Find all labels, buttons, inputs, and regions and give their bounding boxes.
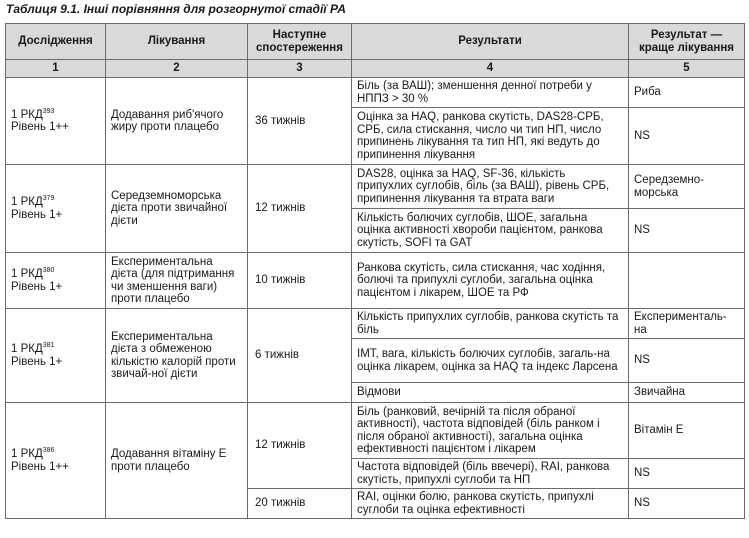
header-results: Результати <box>352 24 629 60</box>
treatment-cell: Експериментальна дієта з обмеженою кількістю калорій проти звичай-ної дієти <box>106 309 248 403</box>
table-row <box>6 403 745 459</box>
followup-cell: 6 тижнів <box>248 309 352 403</box>
study-level: Рівень 1++ <box>11 460 69 473</box>
result-cell: Біль (за ВАШ); зменшення денної потреби у НППЗ > 30 % <box>352 78 629 108</box>
study-ref: 381 <box>42 342 55 350</box>
study-cell <box>6 78 106 165</box>
table-row <box>6 253 745 309</box>
study-rkd: 1 РКД <box>11 196 43 208</box>
followup-cell: 36 тижнів <box>248 78 352 165</box>
followup-cell: 10 тижнів <box>248 253 352 309</box>
result-cell: IMT, вага, кількість болючих суглобів, загаль-на оцінка лікарем, оцінка за HAQ та індекс Ларсена <box>352 339 629 383</box>
study-cell <box>6 309 106 403</box>
followup-cell: 12 тижнів <box>248 403 352 489</box>
study-level: Рівень 1+ <box>11 280 63 293</box>
best-cell <box>629 253 745 309</box>
best-cell: NS <box>629 339 745 383</box>
col-number: 4 <box>352 60 629 78</box>
header-treatment: Лікування <box>106 24 248 60</box>
best-cell: Середземно-морська <box>629 165 745 209</box>
col-number: 1 <box>6 60 106 78</box>
table-row <box>6 165 745 209</box>
study-ref: 386 <box>42 447 55 455</box>
result-cell: RAI, оцінки болю, ранкова скутість, припухлі суглоби та оцінка ефективності <box>352 489 629 519</box>
header-followup: Наступне спостереження <box>248 24 352 60</box>
treatment-cell: Додавання вітаміну Е проти плацебо <box>106 403 248 519</box>
table-caption: Таблиця 9.1. Інші порівняння для розгорнутої стадії РА <box>6 2 346 16</box>
col-number: 5 <box>629 60 745 78</box>
result-cell: Кількість припухлих суглобів, ранкова скутість та біль <box>352 309 629 339</box>
study-rkd: 1 РКД <box>11 108 43 121</box>
study-level: Рівень 1++ <box>11 121 69 133</box>
col-number: 2 <box>106 60 248 78</box>
followup-cell: 12 тижнів <box>248 165 352 253</box>
best-cell: Звичайна <box>629 383 745 403</box>
header-study: Дослідження <box>6 24 106 60</box>
study-ref: 393 <box>42 107 55 115</box>
best-cell: Експерименталь-на <box>629 309 745 339</box>
treatment-cell: Експериментальна дієта (для підтримання чи зменшення ваги) проти плацебо <box>106 253 248 309</box>
treatment-cell: Додавання риб'ячого жиру проти плацебо <box>106 78 248 165</box>
result-cell: Оцінка за HAQ, ранкова скутість, DAS28-СРБ, СРБ, сила стискання, число чи тип НП, число припинень лікування та тип НП, які ведуть до припинення лікування <box>352 108 629 165</box>
study-rkd: 1 РКД <box>11 448 43 460</box>
header-row <box>6 24 745 60</box>
header-best: Результат — краще лікування <box>629 24 745 60</box>
study-ref: 379 <box>42 195 55 203</box>
table-row <box>6 78 745 108</box>
study-ref: 380 <box>42 267 55 275</box>
result-cell: Ранкова скутість, сила стискання, час ходіння, болючі та припухлі суглоби, загальна оцінка пацієнтом і лікарем, ШОЕ та РФ <box>352 253 629 309</box>
followup-cell: 20 тижнів <box>248 489 352 519</box>
study-level: Рівень 1+ <box>11 208 63 221</box>
best-cell: NS <box>629 459 745 489</box>
study-cell <box>6 403 106 519</box>
result-cell: Частота відповідей (біль ввечері), RAI, ранкова скутість, припухлі суглоби та НП <box>352 459 629 489</box>
best-cell: NS <box>629 209 745 253</box>
study-cell <box>6 253 106 309</box>
best-cell: Вітамін Е <box>629 403 745 459</box>
result-cell: Біль (ранковий, вечірній та після обраної активності), частота відповідей (біль ранком і після обраної активності), загальна оцінка ефективності пацієнтом і лікарем <box>352 403 629 459</box>
study-rkd: 1 РКД <box>11 343 43 355</box>
col-number: 3 <box>248 60 352 78</box>
column-numbers-row <box>6 60 745 78</box>
study-rkd: 1 РКД <box>11 268 43 280</box>
best-cell: NS <box>629 489 745 519</box>
study-level: Рівень 1+ <box>11 355 63 368</box>
result-cell: Кількість болючих суглобів, ШОЕ, загальна оцінка активності хвороби пацієнтом, ранкова скутість, SOFI та GAT <box>352 209 629 253</box>
comparison-table <box>5 23 745 519</box>
study-cell <box>6 165 106 253</box>
result-cell: Відмови <box>352 383 629 403</box>
treatment-cell: Середземноморська дієта проти звичайної дієти <box>106 165 248 253</box>
best-cell: Риба <box>629 78 745 108</box>
best-cell: NS <box>629 108 745 165</box>
result-cell: DAS28, оцінка за HAQ, SF-36, кількість припухлих суглобів, біль (за ВАШ), рівень СРБ, припинення лікування та втрата ваги <box>352 165 629 209</box>
table-row <box>6 309 745 339</box>
